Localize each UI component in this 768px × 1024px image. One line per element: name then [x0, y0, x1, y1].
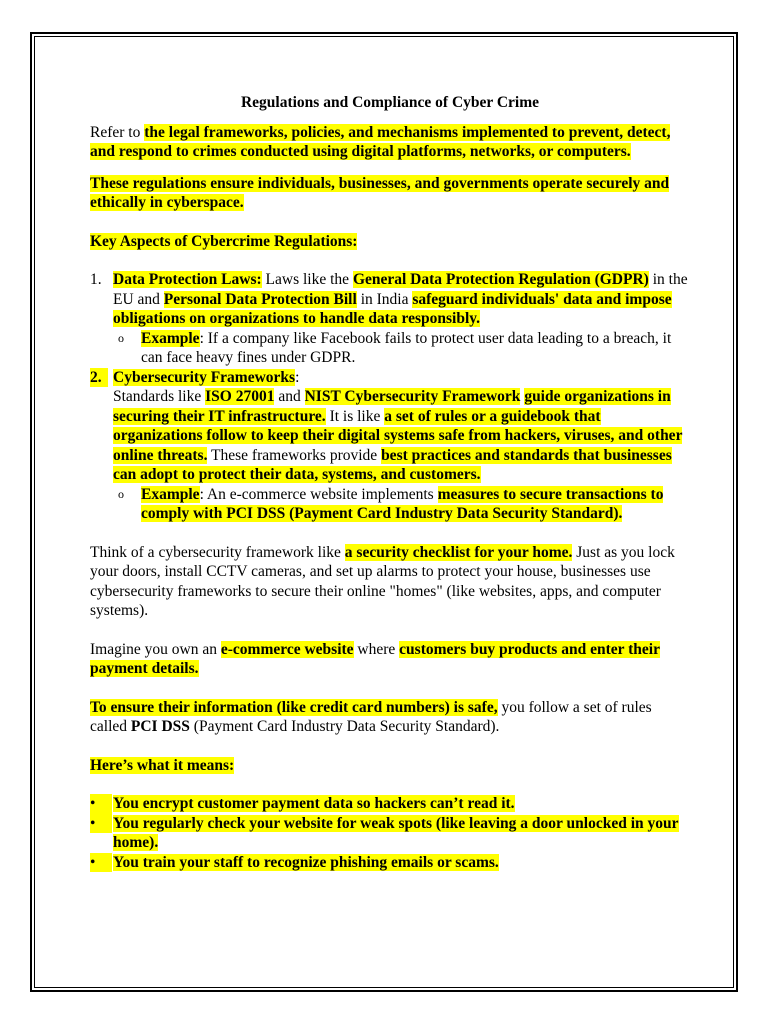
body-text: you follow a set of rules called	[90, 698, 652, 735]
bullet-icon: •	[90, 814, 112, 834]
highlight-pdp-bill: Personal Data Protection Bill	[163, 290, 357, 308]
body-text: Imagine you own an	[90, 640, 221, 658]
bullet-icon: •	[90, 794, 112, 814]
body-text: These frameworks provide	[207, 446, 382, 464]
body-text: It is like	[325, 407, 385, 425]
key-aspects-list	[90, 270, 690, 524]
highlight-rules: a set of rules or a guidebook that organizations follow to keep their digital systems safe from hackers, viruses, and other online threats.	[113, 407, 683, 464]
highlight-nist: NIST Cybersecurity Framework	[304, 388, 521, 405]
list-number: 2.	[90, 368, 108, 388]
intro-lead-text: Refer to	[90, 123, 145, 141]
highlight-ensure: To ensure their information (like credit card numbers) is safe,	[90, 698, 498, 716]
highlight-best-practices: best practices and standards that businesses can adopt to protect their data, systems, and customers.	[113, 446, 672, 483]
highlight-safeguard: safeguard individuals' data and impose obligations on organizations to handle data responsibly.	[113, 290, 672, 327]
body-text: in India	[356, 290, 413, 308]
bullet-icon: •	[90, 853, 112, 873]
list-item-data-protection	[90, 270, 690, 368]
body-text: Just as you lock your doors, install CCTV cameras, and set up alarms to protect your house, businesses use cybersecurity frameworks to secure their online "homes" (like websites, apps, and computer systems).	[90, 543, 675, 619]
key-aspects-heading-text: Key Aspects of Cybercrime Regulations:	[90, 232, 358, 250]
document-body	[90, 93, 690, 872]
highlight-ecommerce: e-commerce website	[220, 640, 354, 658]
intro-paragraph	[90, 123, 690, 162]
highlight-iso: ISO 27001	[205, 388, 275, 405]
body-text: where	[353, 640, 400, 658]
list-item-cybersecurity-frameworks	[90, 368, 690, 524]
means-heading-text: Here’s what it means:	[90, 756, 235, 774]
means-bullet-list	[90, 794, 690, 872]
list-item	[90, 853, 690, 873]
pci-dss-bold: PCI DSS	[130, 718, 190, 735]
list-item-heading: Data Protection Laws:	[113, 271, 262, 288]
list-number: 1.	[90, 271, 102, 288]
list-item	[90, 814, 690, 853]
document-title: Regulations and Compliance of Cyber Crime	[240, 94, 540, 111]
body-text: Think of a cybersecurity framework like	[90, 543, 345, 561]
body-text: in the EU and	[113, 271, 688, 308]
highlight-gdpr: General Data Protection Regulation (GDPR)	[352, 271, 649, 288]
example-label: Example	[141, 485, 200, 503]
example-text: : If a company like Facebook fails to protect user data leading to a breach, it can face heavy fines under GDPR.	[141, 329, 672, 366]
circle-bullet-icon: o	[118, 486, 124, 501]
circle-bullet-icon: o	[118, 330, 124, 345]
example-label: Example	[141, 329, 200, 347]
body-text: :	[295, 368, 300, 386]
highlight-pci: measures to secure transactions to comply with PCI DSS (Payment Card Industry Data Security Standard).	[141, 485, 664, 522]
intro-highlight: the legal frameworks, policies, and mechanisms implemented to prevent, detect, and respond to crimes conducted using digital platforms, networks, or computers.	[90, 123, 671, 160]
example-sub-item	[113, 329, 690, 368]
bullet-text: You regularly check your website for weak spots (like leaving a door unlocked in your home).	[113, 814, 679, 851]
intro-2-highlight: These regulations ensure individuals, businesses, and governments operate securely and ethically in cyberspace.	[90, 174, 670, 211]
intro-paragraph-2	[90, 174, 690, 213]
list-item-heading: Cybersecurity Frameworks	[113, 368, 296, 386]
highlight-customers: customers buy products and enter their payment details.	[90, 640, 660, 677]
highlight-checklist: a security checklist for your home.	[344, 543, 573, 561]
bullet-text: You train your staff to recognize phishing emails or scams.	[113, 853, 499, 871]
example-text: : An e-commerce website implements	[199, 485, 438, 503]
imagine-paragraph	[90, 640, 690, 679]
body-text: Standards like	[113, 388, 206, 405]
bullet-text: You encrypt customer payment data so hackers can’t read it.	[113, 795, 515, 812]
example-sub-item	[113, 485, 690, 524]
means-heading	[90, 756, 690, 776]
body-text: (Payment Card Industry Data Security Standard).	[189, 718, 500, 735]
body-text: and	[274, 388, 305, 405]
highlight-guide: guide organizations in securing their IT infrastructure.	[113, 388, 671, 425]
list-item	[90, 794, 690, 814]
key-aspects-heading	[90, 232, 690, 252]
body-text: Laws like the	[261, 271, 353, 288]
analogy-paragraph	[90, 543, 690, 621]
ensure-paragraph	[90, 698, 690, 737]
